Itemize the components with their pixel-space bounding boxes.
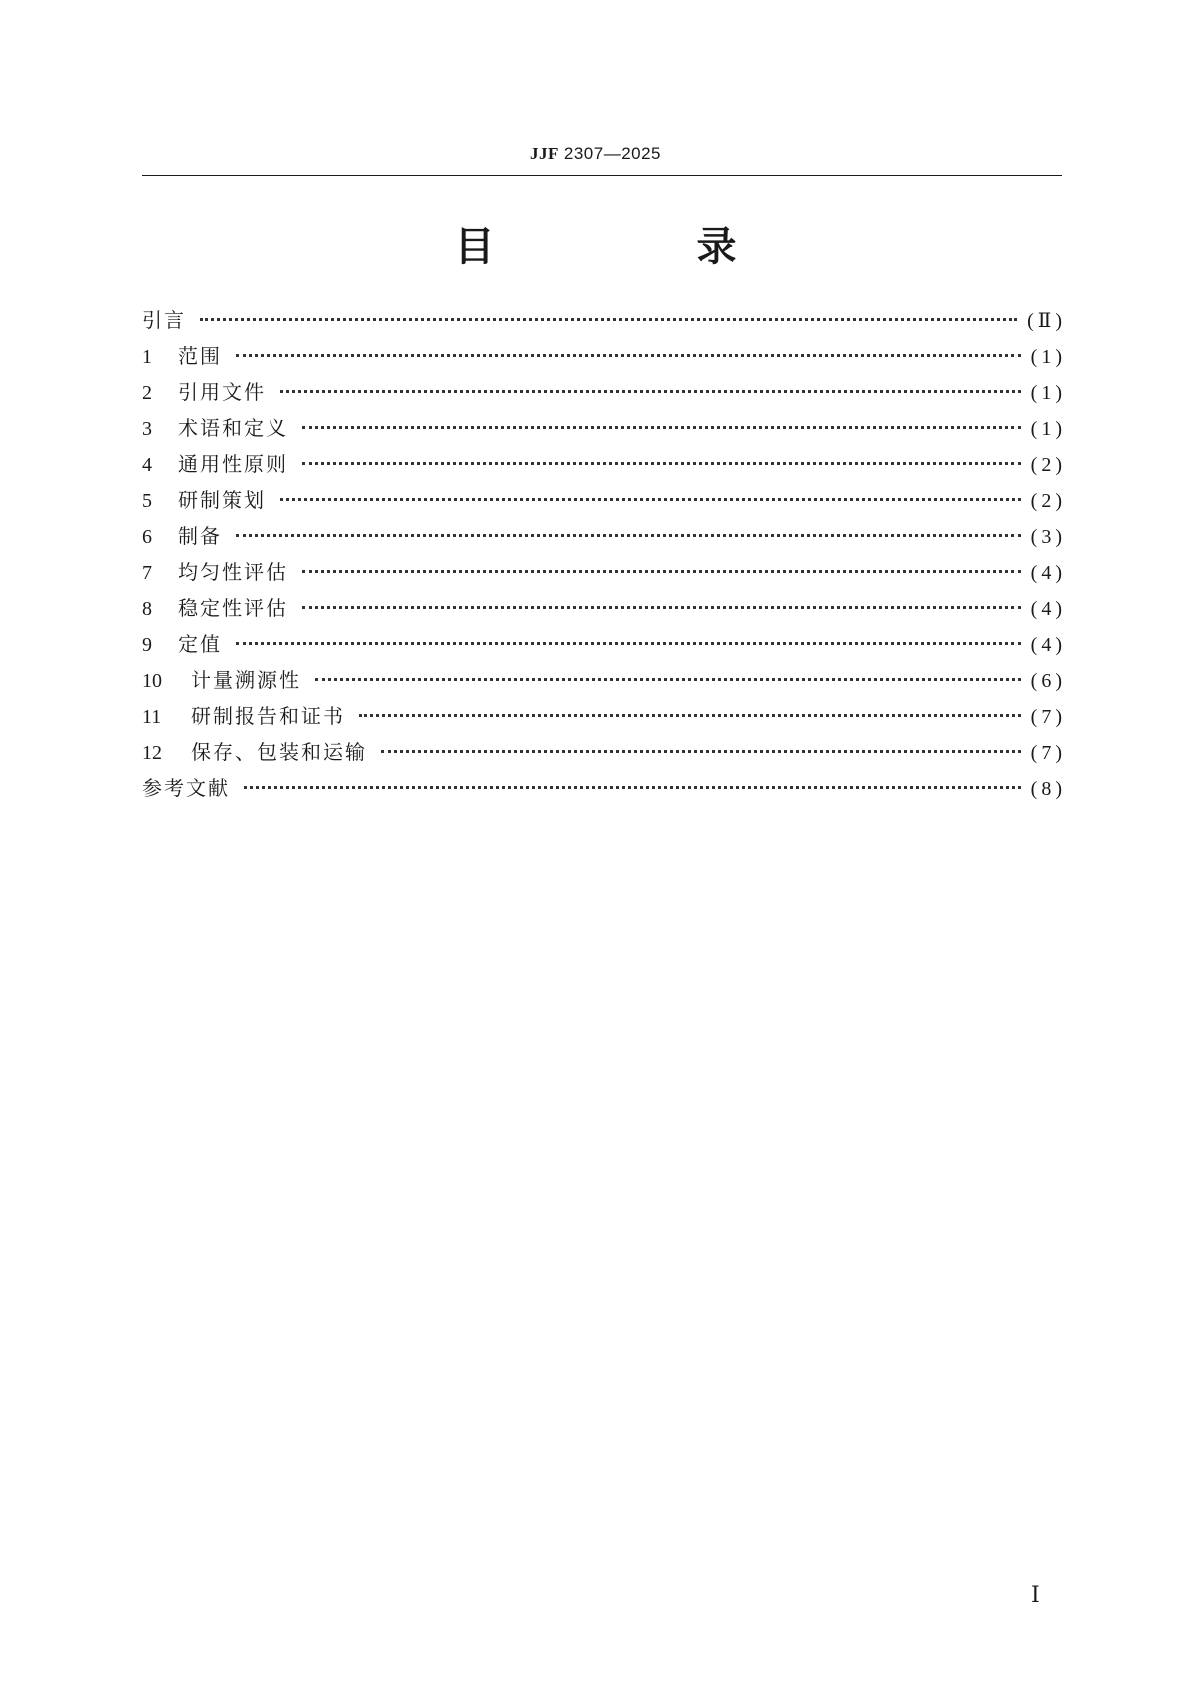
toc-entry-page: (7) [1030,742,1066,764]
toc-entry-page: (1) [1030,346,1066,368]
toc-entry-number: 10 [142,670,162,692]
toc-entry-title: 制备 [178,524,222,548]
toc-entry-page: (8) [1030,778,1066,800]
toc-entry-terms-definitions[interactable] [142,410,1066,446]
toc-entry-number: 1 [142,346,152,368]
toc-entry-page: (1) [1030,418,1066,440]
toc-entry-page: (2) [1030,490,1066,512]
toc-entry-title: 研制报告和证书 [191,704,345,728]
toc-leader-dots [236,642,1021,645]
toc-entry-title: 均匀性评估 [178,560,288,584]
toc-leader-dots [302,570,1021,573]
toc-entry-page: (Ⅱ) [1027,310,1066,332]
toc-leader-dots [200,318,1017,321]
toc-entry-development-planning[interactable] [142,482,1066,518]
toc-entry-page: (4) [1030,598,1066,620]
toc-entry-introduction[interactable] [142,302,1066,338]
toc-entry-scope[interactable] [142,338,1066,374]
header-divider [142,175,1062,176]
toc-leader-dots [236,354,1021,357]
toc-title: 目 录 [454,224,831,270]
toc-entry-number: 9 [142,634,152,656]
toc-entry-title: 计量溯源性 [191,668,301,692]
toc-entry-homogeneity-assessment[interactable] [142,554,1066,590]
toc-entry-page: (6) [1030,670,1066,692]
toc-entry-page: (3) [1030,526,1066,548]
toc-entry-title: 稳定性评估 [178,596,288,620]
toc-leader-dots [280,390,1021,393]
toc-entry-stability-assessment[interactable] [142,590,1066,626]
toc-entry-number: 4 [142,454,152,476]
toc-entry-general-principles[interactable] [142,446,1066,482]
toc-entry-number: 2 [142,382,152,404]
toc-entry-storage-packaging-transport[interactable] [142,734,1066,770]
toc-leader-dots [244,786,1021,789]
toc-entry-bibliography[interactable] [142,770,1066,806]
toc-entry-title: 研制策划 [178,488,266,512]
document-code [0,144,1191,164]
page-number: Ⅰ [1031,1582,1040,1607]
table-of-contents [142,302,1066,806]
toc-leader-dots [302,426,1021,429]
toc-entry-number: 3 [142,418,152,440]
toc-leader-dots [280,498,1021,501]
toc-entry-page: (4) [1030,562,1066,584]
toc-entry-title: 保存、包装和运输 [191,740,367,764]
toc-entry-title: 范围 [178,344,222,368]
toc-entry-title: 参考文献 [142,776,230,800]
toc-entry-normative-references[interactable] [142,374,1066,410]
toc-entry-number: 7 [142,562,152,584]
toc-entry-title: 引言 [142,308,186,332]
toc-entry-preparation[interactable] [142,518,1066,554]
toc-entry-title: 引用文件 [178,380,266,404]
document-code-number: 2307—2025 [563,144,662,163]
toc-leader-dots [236,534,1021,537]
toc-entry-number: 12 [142,742,162,764]
toc-entry-page: (4) [1030,634,1066,656]
toc-entry-title: 定值 [178,632,222,656]
toc-entry-number: 6 [142,526,152,548]
toc-entry-page: (7) [1030,706,1066,728]
toc-leader-dots [359,714,1021,717]
document-code-prefix: JJF [529,144,559,163]
toc-leader-dots [315,678,1021,681]
toc-leader-dots [302,462,1021,465]
toc-entry-page: (2) [1030,454,1066,476]
toc-entry-title: 术语和定义 [178,416,288,440]
toc-entry-number: 5 [142,490,152,512]
toc-entry-report-certificate[interactable] [142,698,1066,734]
toc-entry-number: 8 [142,598,152,620]
toc-entry-value-assignment[interactable] [142,626,1066,662]
toc-entry-metrological-traceability[interactable] [142,662,1066,698]
toc-entry-page: (1) [1030,382,1066,404]
toc-leader-dots [381,750,1021,753]
toc-leader-dots [302,606,1021,609]
toc-entry-title: 通用性原则 [178,452,288,476]
toc-entry-number: 11 [142,706,162,728]
